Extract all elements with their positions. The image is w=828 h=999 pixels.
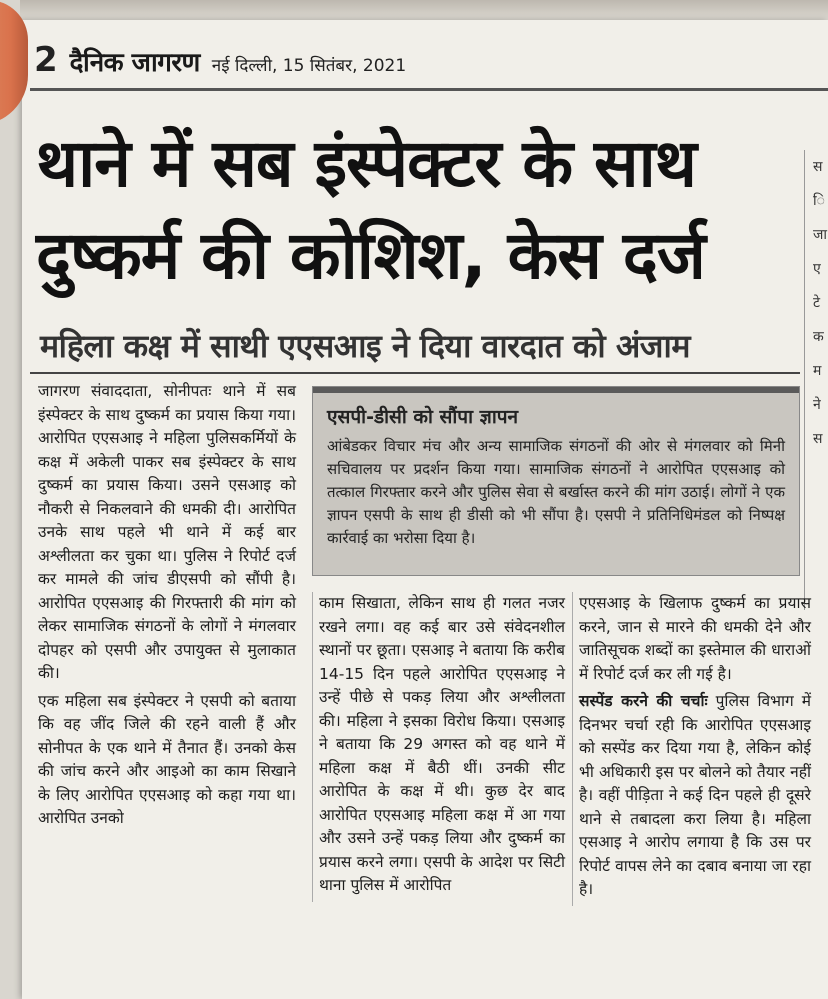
- masthead-rule: [30, 88, 828, 91]
- fragment-text: ने: [813, 397, 821, 413]
- info-box-title: एसपी-डीसी को सौंपा ज्ञापन: [327, 406, 519, 428]
- masthead: [34, 40, 494, 84]
- article-paragraph: एक महिला सब इंस्पेक्टर ने एसपी को बताया कि वह जींद जिले की रहने वाली हैं और सोनीपत के एक थाने में तैनात हैं। उनको केस की जांच करने और आइओ का काम सिखाने के लिए आरोपित एएसआइ को कहा गया था। आरोपित उनको: [38, 691, 296, 827]
- fragment-text: ि: [813, 193, 825, 209]
- newspaper-name: दैनिक जागरण: [69, 48, 200, 78]
- article-paragraph: जागरण संवाददाता, सोनीपतः थाने में सब इंस्पेक्टर के साथ दुष्कर्म का प्रयास किया गया। आरोपित एएसआइ ने महिला पुलिसकर्मियों के कक्ष में अकेली पाकर सब इंस्पेक्टर के साथ दुष्कर्म का प्रयास किया। उसने एसआइ को नौकरी से निकलवाने की धमकी दी। आरोपित उनके साथ पहले भी थाने में कई बार अश्लीलता कर चुका था। पुलिस ने रिपोर्ट दर्ज कर मामले की जांच डीएसपी को सौंपी है। आरोपित एएसआइ की गिरफ्तारी की मांग को लेकर सामाजिक संगठनों के लोगों ने मंगलवार दोपहर को एसपी और उपायुक्त से मुलाकात की।: [38, 382, 296, 682]
- page-number: 2: [34, 40, 58, 80]
- fragment-text: म: [813, 363, 822, 379]
- info-box-top-bar: [313, 387, 799, 393]
- fragment-text: जा: [813, 227, 828, 243]
- headline: थाने में सब इंस्पेक्टर के साथ दुष्कर्म की कोशिश, केस दर्ज: [36, 125, 705, 294]
- headline-rule: [30, 372, 800, 374]
- article-column-3: [572, 592, 811, 906]
- article-paragraph: [579, 690, 811, 902]
- adjacent-column-fragment: [804, 150, 828, 610]
- fragment-text: ए: [813, 261, 821, 277]
- fragment-text: स: [813, 431, 823, 447]
- subsection-text: पुलिस विभाग में दिनभर चर्चा रही कि आरोपित एएसआइ को सस्पेंड कर दिया गया है, लेकिन कोई भी अधिकारी इस पर बोलने को तैयार नहीं है। वहीं पीड़िता ने कई दिन पहले ही दूसरे थाने से तबादला करा लिया है। महिला एसआइ ने आरोप लगाया है कि उस पर रिपोर्ट वापस लेने का दबाव बनाया जा रहा है।: [579, 692, 811, 898]
- dateline: नई दिल्ली, 15 सितंबर, 2021: [211, 56, 407, 76]
- subsection-lead: सस्पेंड करने की चर्चाः: [579, 692, 708, 710]
- subheadline: महिला कक्ष में साथी एएसआइ ने दिया वारदात को अंजाम: [40, 327, 690, 365]
- info-box: [312, 386, 800, 576]
- article-column-2: [312, 592, 565, 902]
- fragment-text: टे: [813, 295, 821, 311]
- info-box-body: आंबेडकर विचार मंच और अन्य सामाजिक संगठनों की ओर से मंगलवार को मिनी सचिवालय पर प्रदर्शन किया गया। सामाजिक संगठनों ने आरोपित एएसआइ को तत्काल गिरफ्तार करने और पुलिस सेवा से बर्खास्त करने की मांग उठाई। लोगों ने एक ज्ञापन एसपी के साथ ही डीसी को भी सौंपा है। एसपी ने प्रतिनिधिमंडल को निष्पक्ष कार्रवाई का भरोसा दिया है।: [327, 437, 785, 547]
- article-paragraph: काम सिखाता, लेकिन साथ ही गलत नजर रखने लगा। वह कई बार उसे संवेदनशील स्थानों पर छूता। एसआइ ने बताया कि करीब 14-15 दिन पहले आरोपित एएसआइ ने उन्हें पीछे से पकड़ लिया और अश्लीलता की। महिला ने इसका विरोध किया। एसआइ ने बताया कि 29 अगस्त को वह थाने में महिला कक्ष में बैठी थीं। उनकी सीट आरोपित के कक्ष में थी। कुछ देर बाद आरोपित एएसआइ महिला कक्ष में आ गया और उसने उन्हें पकड़ लिया और दुष्कर्म का प्रयास करने लगा। एसपी के आदेश पर सिटी थाना पुलिस में आरोपित: [319, 594, 565, 894]
- article-column-1: [38, 380, 296, 835]
- fragment-text: स: [813, 159, 823, 175]
- fragment-text: क: [813, 329, 824, 345]
- article-paragraph: एएसआइ के खिलाफ दुष्कर्म का प्रयास करने, जान से मारने की धमकी देने और जातिसूचक शब्दों का इस्तेमाल की धाराओं में रिपोर्ट दर्ज कर ली गई है।: [579, 594, 811, 683]
